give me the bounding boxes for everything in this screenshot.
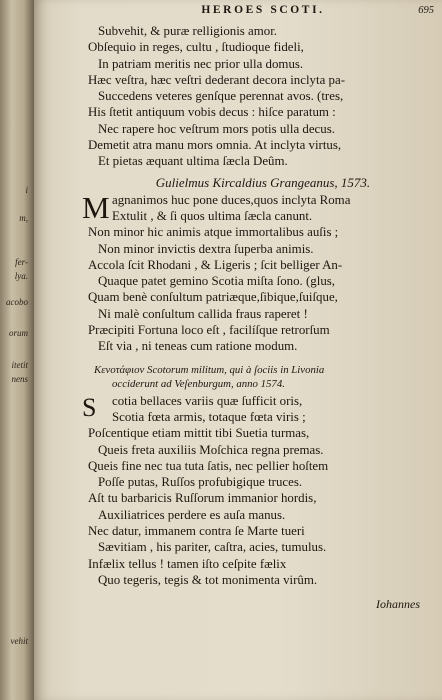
verse-line: Poſſe putas, Ruſſos profubigique truces. xyxy=(98,475,303,490)
verse-line: Et pietas æquant ultima ſæcla Deûm. xyxy=(98,154,288,169)
section-heading-cenotaph-line2: occiderunt ad Veſenburgum, anno 1574. xyxy=(112,377,285,390)
verse-line: agnanimos huc pone duces,quos inclyta Roma xyxy=(112,192,351,207)
verse-line: Aſt tu barbaricis Ruſſorum immanior hordis, xyxy=(88,491,317,506)
verse-line: In patriam meritis nec prior ulla domus. xyxy=(98,56,304,71)
verse-line: Poſcentique etiam mittit tibi Suetia turmas, xyxy=(88,426,310,441)
verse-line: Queis fine nec tua tuta ſatis, nec pellier hoſtem xyxy=(88,458,329,473)
verse-line: Obſequio in reges, cultu , ſtudioque fideli, xyxy=(88,40,304,55)
verse-line: Nec rapere hoc veſtrum mors potis ulla decus. xyxy=(98,121,335,136)
running-head-title: HEROES SCOTI. xyxy=(201,4,325,16)
verse-line: Non minor hic animis atque immortalibus auſis ; xyxy=(88,225,339,240)
catchword: Iohannes xyxy=(376,597,420,611)
verse-line: Infælix tellus ! tamen iſto ceſpite fælix xyxy=(88,556,287,571)
verse-block-2 xyxy=(82,189,438,355)
running-head xyxy=(88,3,438,23)
gutter-fragment: m, xyxy=(19,213,28,223)
verse-block-1 xyxy=(88,23,438,170)
verse-line: Ni malè conſultum callida fraus raperet ! xyxy=(98,306,308,321)
gutter-fragment: acobo xyxy=(6,297,28,307)
page-number: 695 xyxy=(418,5,434,16)
verse-line: cotia bellaces variis quæ ſufficit oris, xyxy=(112,393,303,408)
gutter-fragment: nens xyxy=(11,374,28,384)
verse-line: Subvehit, & puræ relligionis amor. xyxy=(98,24,278,38)
gutter-fragment: fer- xyxy=(15,257,28,267)
verse-line: Scotia fœta armis, totaque fœta viris ; xyxy=(112,409,306,424)
gutter-fragment: lya. xyxy=(14,271,28,281)
verse-line: Quam benè conſultum patriæque,ſibique,ſuiſque, xyxy=(88,290,338,305)
verse-block-3 xyxy=(82,392,438,589)
section-heading-cenotaph-line1: Κενοτάφιον Scotorum militum, qui à ſociis in Livonia xyxy=(94,363,325,376)
verse-line: Quaque patet gemino Scotia miſta ſono. (glus, xyxy=(98,274,335,289)
verse-line: Queis freta auxiliis Moſchica regna premas. xyxy=(98,442,324,457)
gutter-fragment: i xyxy=(25,185,28,195)
verse-line: His ſtetit antiquum vobis decus : hiſce paratum : xyxy=(88,105,336,120)
gutter-fragment: vehit xyxy=(10,636,28,646)
section-heading-kircaldius: Gulielmus Kircaldius Grangeanus, 1573. xyxy=(155,174,371,190)
verse-line: Demetit atra manu mors omnia. At inclyta virtus, xyxy=(88,138,342,153)
gutter-fragment: itetit xyxy=(11,360,28,370)
previous-page-gutter xyxy=(0,0,34,700)
gutter-fragment: orum xyxy=(8,328,28,338)
drop-cap-m: M xyxy=(82,189,110,225)
verse-line: Accola ſcit Rhodani , & Ligeris ; ſcit belliger An- xyxy=(88,257,343,272)
verse-line: Hæc veſtra, hæc veſtri dederant decora inclyta pa- xyxy=(88,72,345,87)
verse-line: Eſt via , ni teneas cum ratione modum. xyxy=(98,339,298,354)
verse-line: Succedens veteres genſque perennat avos. (tres, xyxy=(98,89,344,104)
verse-line: Sævitiam , his pariter, caſtra, acies, tumulus. xyxy=(98,540,327,555)
verse-line: Nec datur, immanem contra ſe Marte tueri xyxy=(88,524,305,539)
verse-line: Non minor invictis dextra ſuperba animis. xyxy=(98,241,314,256)
verse-line: Extulit , & ſi quos ultima ſæcla canunt. xyxy=(112,208,313,223)
verse-line: Auxiliatrices perdere es auſa manus. xyxy=(98,507,286,522)
verse-line: Quo tegeris, tegis & tot monimenta virûm. xyxy=(98,572,318,587)
page-text xyxy=(82,3,438,588)
drop-cap-s: S xyxy=(82,392,97,422)
book-page xyxy=(34,0,442,700)
verse-line: Præcipiti Fortuna loco eſt , facilíſque retrorſum xyxy=(88,323,330,338)
